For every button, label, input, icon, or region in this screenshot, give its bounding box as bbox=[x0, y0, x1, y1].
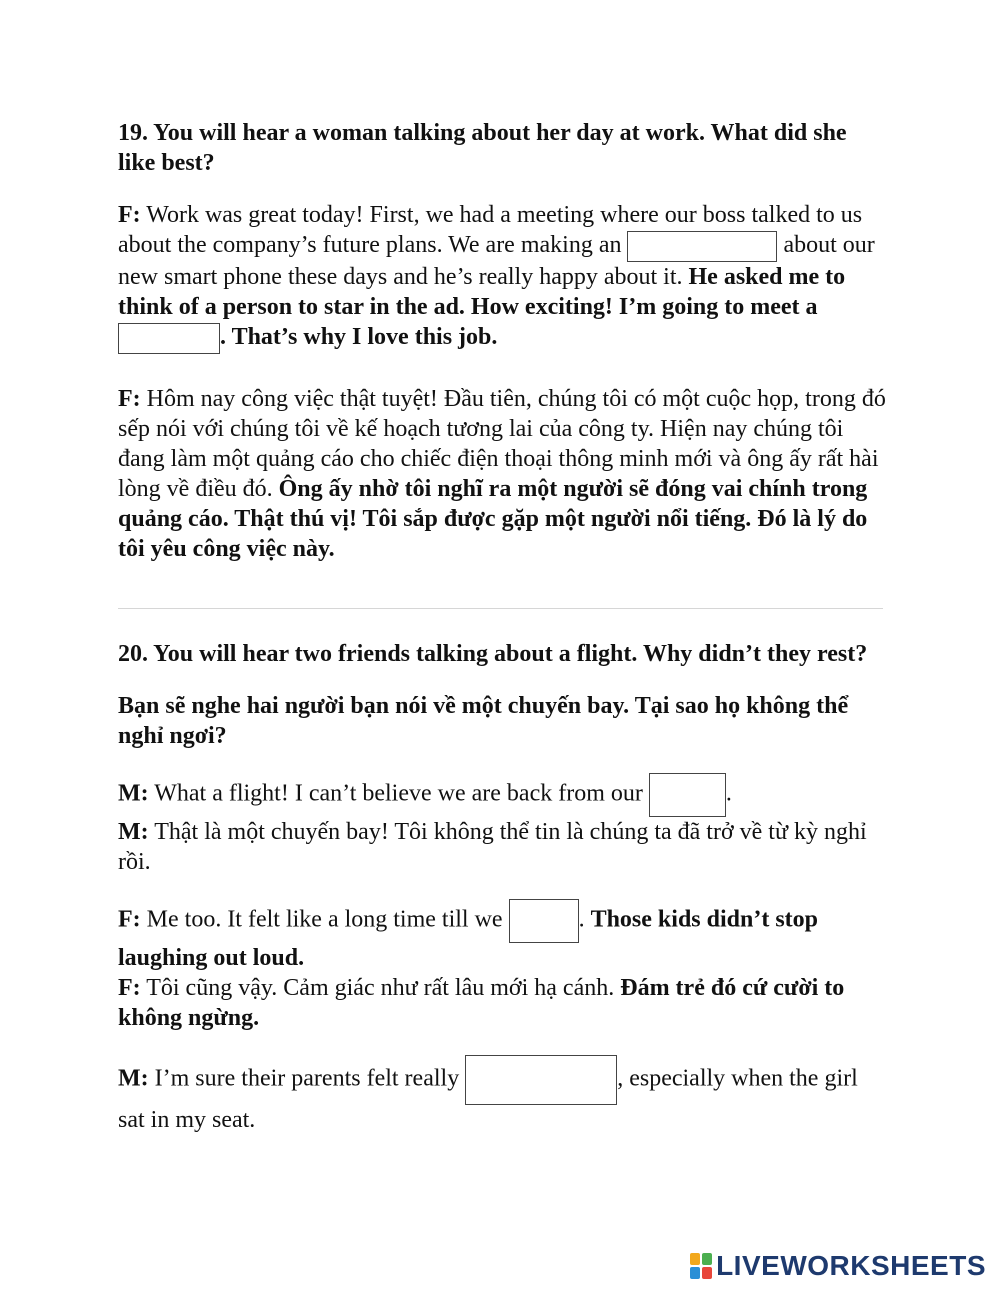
speaker-label: F: bbox=[118, 975, 141, 1001]
question-20-vietnamese: Bạn sẽ nghe hai người bạn nói về một chuyến bay. Tại sao họ không thể nghỉ ngơi? bbox=[118, 693, 849, 749]
logo-square bbox=[702, 1253, 712, 1265]
worksheet-part-2 bbox=[118, 639, 888, 1135]
q19-english-text: F: Work was great today! First, we had a meeting where our boss talked to us about the company’s future plans. We are making an about our new smart phone these days and he’s really happy about it. He asked me to think of a person to star in the ad. How exciting! I’m going to meet a . That’s why I love this job. bbox=[118, 200, 888, 354]
speaker-label: F: bbox=[118, 202, 141, 228]
worksheet bbox=[118, 118, 888, 564]
m2-english: M: I’m sure their parents felt really , especially when the girl sat in my seat. bbox=[118, 1055, 888, 1135]
logo-text: LIVEWORKSHEETS bbox=[716, 1250, 986, 1281]
speaker-label: M: bbox=[118, 819, 149, 845]
speaker-label: M: bbox=[118, 780, 149, 807]
logo-square bbox=[690, 1253, 700, 1265]
question-20: 20. You will hear two friends talking about a flight. Why didn’t they rest? bbox=[118, 641, 868, 667]
logo-square bbox=[702, 1267, 712, 1279]
speaker-label: F: bbox=[118, 906, 141, 933]
answer-blank-19b[interactable] bbox=[118, 323, 220, 354]
m1-vietnamese: M: Thật là một chuyến bay! Tôi không thể tin là chúng ta đã trở về từ kỳ nghỉ rồi. bbox=[118, 819, 867, 875]
m1-english: M: What a flight! I can’t believe we are back from our . bbox=[118, 773, 888, 817]
f1-vietnamese: F: Tôi cũng vậy. Cảm giác như rất lâu mới hạ cánh. Đám trẻ đó cứ cười to không ngừng. bbox=[118, 975, 845, 1031]
speaker-label: F: bbox=[118, 385, 141, 412]
logo-mark-icon bbox=[690, 1253, 712, 1279]
question-19: 19. You will hear a woman talking about her day at work. What did she like best? bbox=[118, 120, 847, 176]
answer-blank-20c[interactable] bbox=[465, 1055, 617, 1105]
f1-english: F: Me too. It felt like a long time till we . Those kids didn’t stop laughing out loud. bbox=[118, 899, 888, 973]
speaker-label: M: bbox=[118, 1065, 149, 1092]
answer-blank-19a[interactable] bbox=[627, 231, 777, 262]
q19-vietnamese-text: F: Hôm nay công việc thật tuyệt! Đầu tiên, chúng tôi có một cuộc họp, trong đó sếp nói với chúng tôi về kế hoạch tương lai của công ty. Hiện nay chúng tôi đang làm một quảng cáo cho chiếc điện thoại thông minh mới và ông ấy rất hài lòng về điều đó. Ông ấy nhờ tôi nghĩ ra một người sẽ đóng vai chính trong quảng cáo. Thật thú vị! Tôi sắp được gặp một người nổi tiếng. Đó là lý do tôi yêu công việc này. bbox=[118, 385, 886, 562]
logo-square bbox=[690, 1267, 700, 1279]
liveworksheets-logo bbox=[690, 1252, 986, 1280]
answer-blank-20b[interactable] bbox=[509, 899, 579, 943]
answer-blank-20a[interactable] bbox=[649, 773, 726, 817]
section-divider bbox=[118, 608, 883, 609]
